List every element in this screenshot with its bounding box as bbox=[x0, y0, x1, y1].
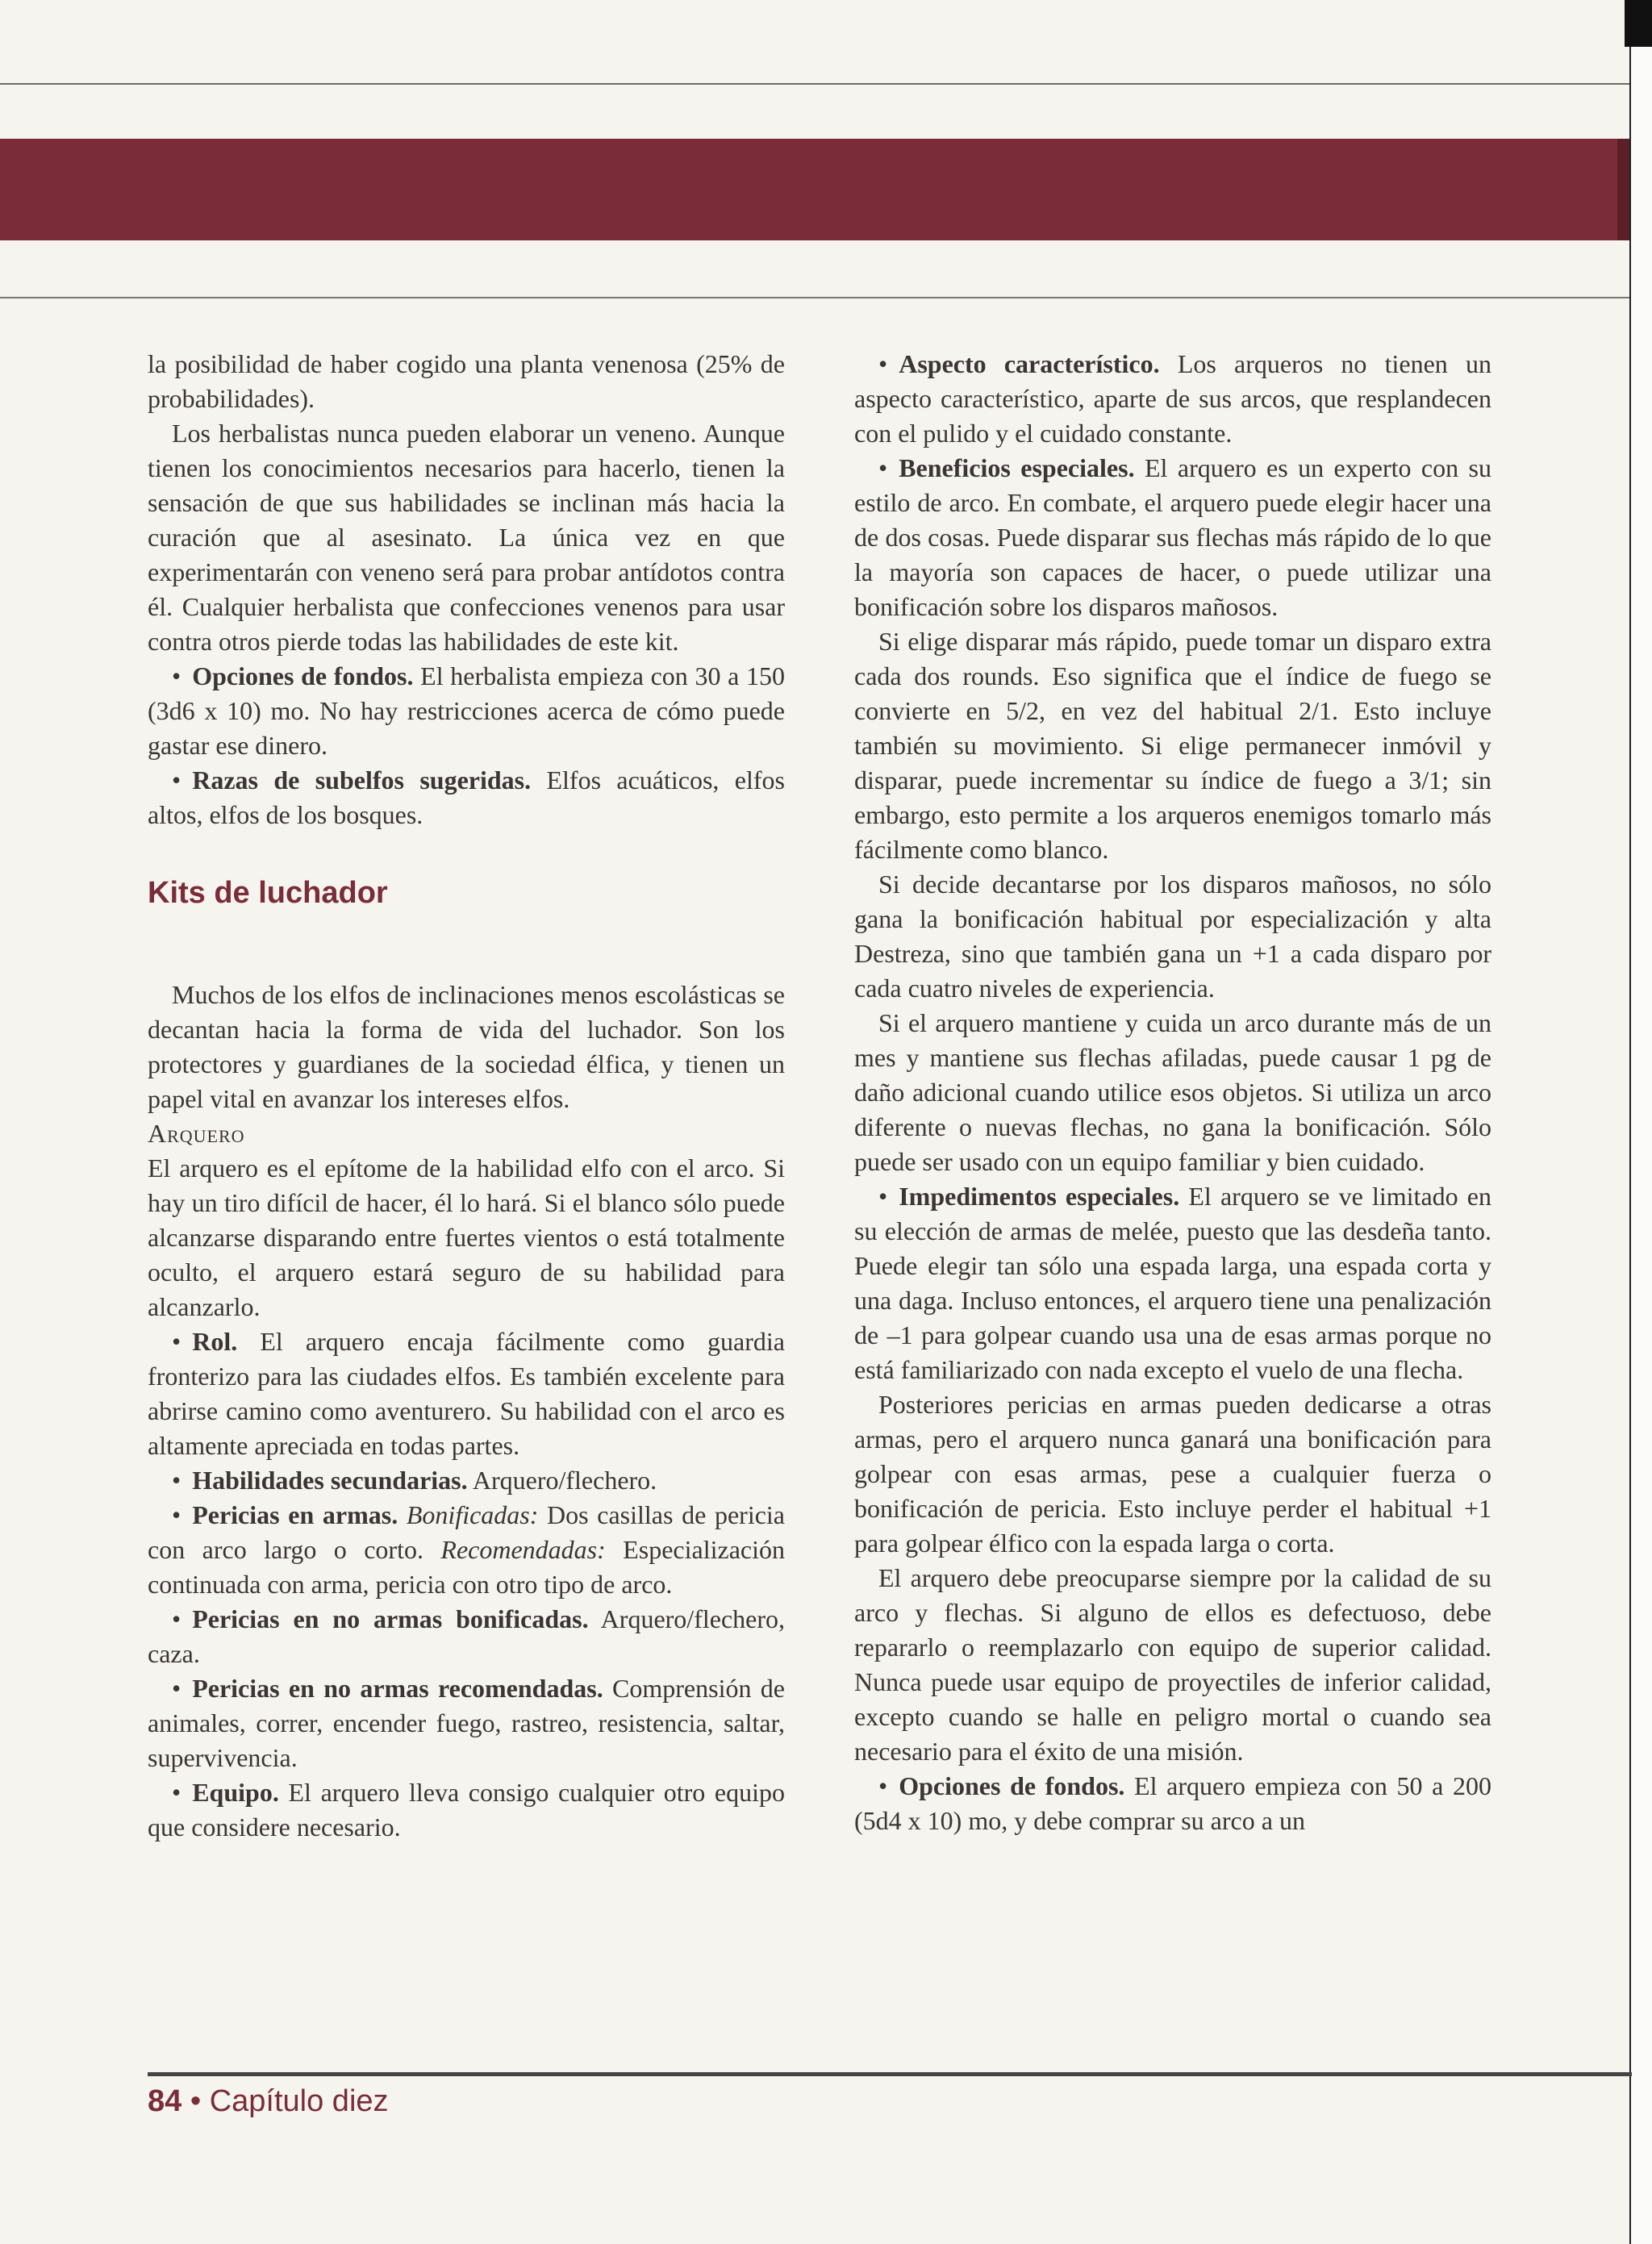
bullet-term: Habilidades secundarias. bbox=[192, 1466, 468, 1495]
bullet-icon: • bbox=[172, 1604, 181, 1633]
book-spine bbox=[1631, 0, 1652, 2244]
bullet-text: El arquero es un experto con su estilo de arco. En combate, el arquero puede elegir hacer una de dos cosas. Puede disparar sus flechas más rápido de lo que la mayoría son capaces de hacer, o puede utilizar una bonificación sobre los disparos mañosos. bbox=[854, 453, 1491, 621]
page-number: 84 bbox=[148, 2084, 182, 2118]
bullet-item bbox=[148, 1498, 785, 1602]
bullet-icon: • bbox=[172, 765, 181, 795]
bullet-item bbox=[148, 659, 785, 763]
paragraph: Si el arquero mantiene y cuida un arco durante más de un mes y mantiene sus flechas afiladas, puede causar 1 pg de daño adicional cuando utilice esos objetos. Si utiliza un arco diferente o nuevas flechas, no gana la bonificación. Sólo puede ser usado con un equipo familiar y bien cuidado. bbox=[854, 1008, 1491, 1176]
bullet-icon: • bbox=[878, 453, 888, 482]
bullet-text: El arquero empieza con 50 a 200 (5d4 x 10) mo, y debe comprar su arco a un bbox=[854, 1771, 1491, 1835]
paragraph: Si decide decantarse por los disparos mañosos, no sólo gana la bonificación habitual por especialización y alta Destreza, sino que también gana un +1 a cada disparo por cada cuatro niveles de experiencia. bbox=[854, 870, 1491, 1003]
top-rule bbox=[0, 83, 1629, 85]
bullet-icon: • bbox=[172, 1778, 181, 1807]
header-banner-edge bbox=[1617, 139, 1630, 240]
bullet-term: Pericias en no armas recomendadas. bbox=[192, 1674, 603, 1703]
bullet-term: Aspecto característico. bbox=[899, 349, 1160, 378]
left-column bbox=[148, 347, 785, 1996]
bullet-item bbox=[854, 451, 1491, 624]
paragraph: El arquero es el epítome de la habilidad elfo con el arco. Si hay un tiro difícil de hacer, él lo hará. Si el blanco sólo puede alcanzarse disparando entre fuertes vientos o está totalmente oculto, el arquero estará seguro de su habilidad para alcanzarlo. bbox=[148, 1153, 785, 1321]
page-footer bbox=[148, 2084, 389, 2119]
header-banner bbox=[0, 139, 1629, 240]
bullet-term: Beneficios especiales. bbox=[899, 453, 1135, 482]
bullet-text: El arquero lleva consigo cualquier otro equipo que considere necesario. bbox=[148, 1778, 785, 1841]
right-column bbox=[854, 347, 1491, 1996]
chapter-title: Capítulo diez bbox=[209, 2084, 389, 2118]
bullet-term: Equipo. bbox=[192, 1778, 279, 1807]
bullet-item bbox=[148, 1671, 785, 1775]
section-heading: Kits de luchador bbox=[148, 876, 388, 910]
paragraph: Muchos de los elfos de inclinaciones menos escolásticas se decantan hacia la forma de vida del luchador. Son los protectores y guardianes de la sociedad élfica, y tienen un papel vital en avanzar los intereses elfos. bbox=[148, 980, 785, 1113]
bullet-text: El arquero encaja fácilmente como guardia fronterizo para las ciudades elfos. Es también excelente para abrirse camino como aventurero. Su habilidad con el arco es altamente apreciada en todas partes. bbox=[148, 1327, 785, 1460]
bullet-text: Los arqueros no tienen un aspecto característico, aparte de sus arcos, que resplandecen con el pulido y el cuidado constante. bbox=[854, 349, 1491, 448]
footer-separator: • bbox=[190, 2084, 202, 2118]
bullet-italic: Recomendadas: bbox=[440, 1535, 606, 1564]
bullet-item bbox=[148, 1463, 785, 1498]
bullet-icon: • bbox=[878, 1771, 888, 1800]
paragraph: El arquero debe preocuparse siempre por la calidad de su arco y flechas. Si alguno de ellos es defectuoso, debe repararlo o reemplazarlo con equipo de superior calidad. Nunca puede usar equipo de proyectiles de inferior calidad, excepto cuando se halle en peligro mortal o cuando sea necesario para el éxito de una misión. bbox=[854, 1563, 1491, 1766]
bullet-item bbox=[148, 1324, 785, 1463]
bullet-icon: • bbox=[172, 1327, 181, 1356]
bullet-term: Razas de subelfos sugeridas. bbox=[192, 765, 532, 795]
bullet-icon: • bbox=[878, 1182, 888, 1211]
bullet-term: Opciones de fondos. bbox=[192, 661, 414, 690]
paragraph: Posteriores pericias en armas pueden dedicarse a otras armas, pero el arquero nunca ganará una bonificación para golpear con esas armas, pese a cualquier fuerza o bonificación de pericia. Esto incluye perder el habitual +1 para golpear élfico con la espada larga o corta. bbox=[854, 1390, 1491, 1558]
bullet-term: Pericias en armas. bbox=[192, 1500, 398, 1529]
bullet-item bbox=[148, 763, 785, 832]
bullet-text: Elfos acuáticos, elfos altos, elfos de los bosques. bbox=[148, 765, 785, 829]
bullet-item bbox=[148, 1602, 785, 1671]
bullet-term: Rol. bbox=[192, 1327, 238, 1356]
subsection-heading: Arquero bbox=[148, 1119, 245, 1148]
paragraph: Los herbalistas nunca pueden elaborar un veneno. Aunque tienen los conocimientos necesarios para hacerlo, tienen la sensación de que sus habilidades se inclinan más hacia la curación que al asesinato. La única vez en que experimentarán con veneno será para probar antídotos contra él. Cualquier herbalista que confecciones venenos para usar contra otros pierde todas las habilidades de este kit. bbox=[148, 419, 785, 656]
bullet-icon: • bbox=[172, 1674, 181, 1703]
bullet-icon: • bbox=[172, 1500, 181, 1529]
bullet-item bbox=[854, 1179, 1491, 1387]
bullet-text: El arquero se ve limitado en su elección de armas de melée, puesto que las desdeña tanto. Puede elegir tan sólo una espada larga, una espada corta y una daga. Incluso entonces, el arquero tiene una penalización de –1 para golpear cuando usa una de esas armas porque no está familiarizado con nada excepto el vuelo de una flecha. bbox=[854, 1182, 1491, 1384]
book-spine-top bbox=[1625, 0, 1652, 47]
bullet-term: Impedimentos especiales. bbox=[899, 1182, 1180, 1211]
bullet-icon: • bbox=[878, 349, 888, 378]
bullet-term: Opciones de fondos. bbox=[899, 1771, 1125, 1800]
bullet-term: Pericias en no armas bonificadas. bbox=[192, 1604, 589, 1633]
bullet-item bbox=[854, 1769, 1491, 1838]
bullet-text: Arquero/flechero, caza. bbox=[148, 1604, 785, 1668]
bullet-text: Especialización continuada con arma, pericia con otro tipo de arco. bbox=[148, 1535, 785, 1599]
bullet-item bbox=[854, 347, 1491, 451]
bullet-text: Dos casillas de pericia con arco largo o corto. bbox=[148, 1500, 785, 1564]
footer-rule bbox=[148, 2072, 1632, 2076]
bullet-italic: Bonificadas: bbox=[406, 1500, 539, 1529]
bullet-icon: • bbox=[172, 1466, 181, 1495]
paragraph: Si elige disparar más rápido, puede tomar un disparo extra cada dos rounds. Eso significa que el índice de fuego se convierte en 5/2, en vez del habitual 2/1. Esto incluye también su movimiento. Si elige permanecer inmóvil y disparar, puede incrementar su índice de fuego a 3/1; sin embargo, esto permite a los arqueros enemigos tomarlo más fácilmente como blanco. bbox=[854, 627, 1491, 864]
paragraph: la posibilidad de haber cogido una planta venenosa (25% de probabilidades). bbox=[148, 349, 785, 413]
bullet-text: El herbalista empieza con 30 a 150 (3d6 x 10) mo. No hay restricciones acerca de cómo puede gastar ese dinero. bbox=[148, 661, 785, 760]
bullet-item bbox=[148, 1775, 785, 1845]
bullet-text: Comprensión de animales, correr, encender fuego, rastreo, resistencia, saltar, supervivencia. bbox=[148, 1674, 785, 1772]
bullet-text: Arquero/flechero. bbox=[467, 1466, 657, 1495]
header-under-rule bbox=[0, 297, 1629, 298]
bullet-icon: • bbox=[172, 661, 181, 690]
